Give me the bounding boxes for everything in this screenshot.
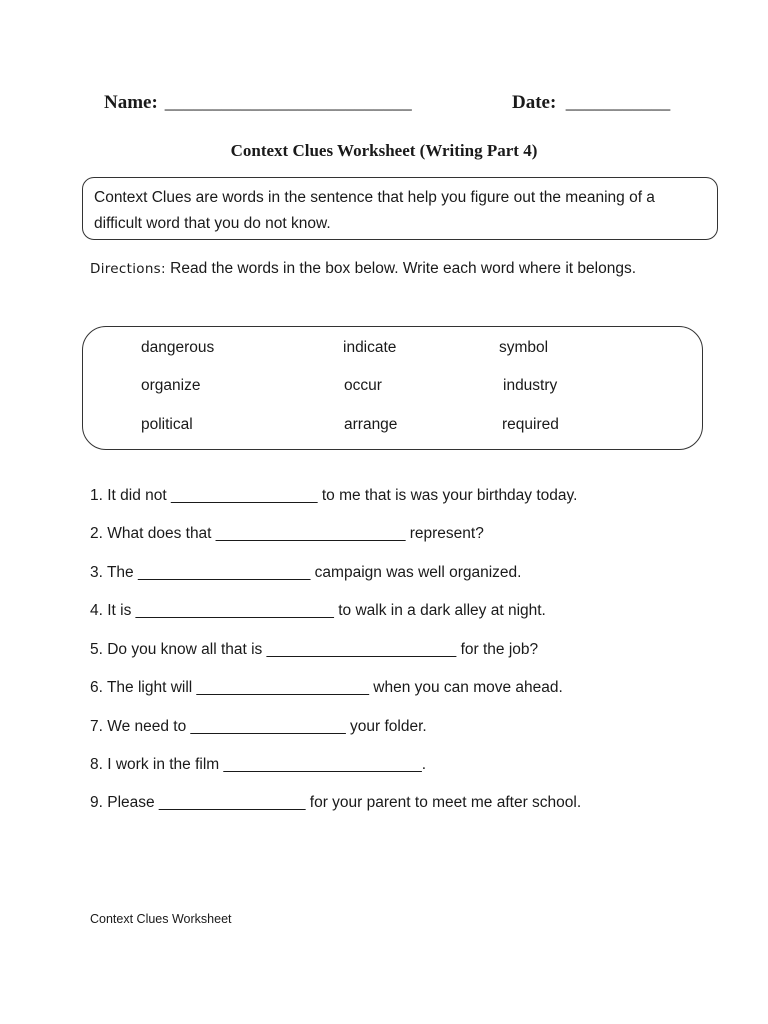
question-item: 8. I work in the film _______________________. (90, 756, 427, 773)
word-bank-item: organize (141, 377, 201, 394)
question-item: 7. We need to __________________ your folder. (90, 718, 427, 735)
directions (90, 255, 690, 283)
date-blank[interactable]: ___________ (561, 92, 671, 113)
worksheet-title: Context Clues Worksheet (Writing Part 4) (230, 141, 538, 160)
word-bank-item: symbol (499, 339, 549, 356)
question-item: 9. Please _________________ for your parent to meet me after school. (90, 794, 582, 811)
question-item: 3. The ____________________ campaign was well organized. (90, 564, 522, 581)
question-item: 2. What does that ______________________ represent? (90, 525, 484, 542)
question-item: 5. Do you know all that is ______________________ for the job? (90, 641, 539, 658)
question-item: 6. The light will ____________________ when you can move ahead. (90, 679, 563, 696)
name-label: Name: (104, 92, 158, 113)
question-item: 1. It did not _________________ to me that is was your birthday today. (90, 487, 578, 504)
question-item: 4. It is _______________________ to walk in a dark alley at night. (90, 602, 546, 619)
word-bank-item: political (141, 416, 193, 433)
word-bank-item: indicate (343, 339, 397, 356)
definition-text: Context Clues are words in the sentence that help you figure out the meaning of a difficult word that you do not know. (94, 189, 655, 232)
name-blank[interactable]: __________________________ (160, 92, 412, 113)
word-bank-item: required (502, 416, 559, 433)
word-bank-item: arrange (344, 416, 398, 433)
word-bank-item: industry (503, 377, 558, 394)
word-bank-item: dangerous (141, 339, 215, 356)
date-label: Date: (512, 92, 557, 113)
directions-label: Directions: (90, 261, 166, 277)
page-footer: Context Clues Worksheet (90, 912, 232, 926)
word-bank-box (82, 326, 703, 450)
directions-text: Read the words in the box below. Write each word where it belongs. (165, 260, 637, 277)
definition-box (82, 177, 718, 240)
word-bank-item: occur (344, 377, 382, 394)
